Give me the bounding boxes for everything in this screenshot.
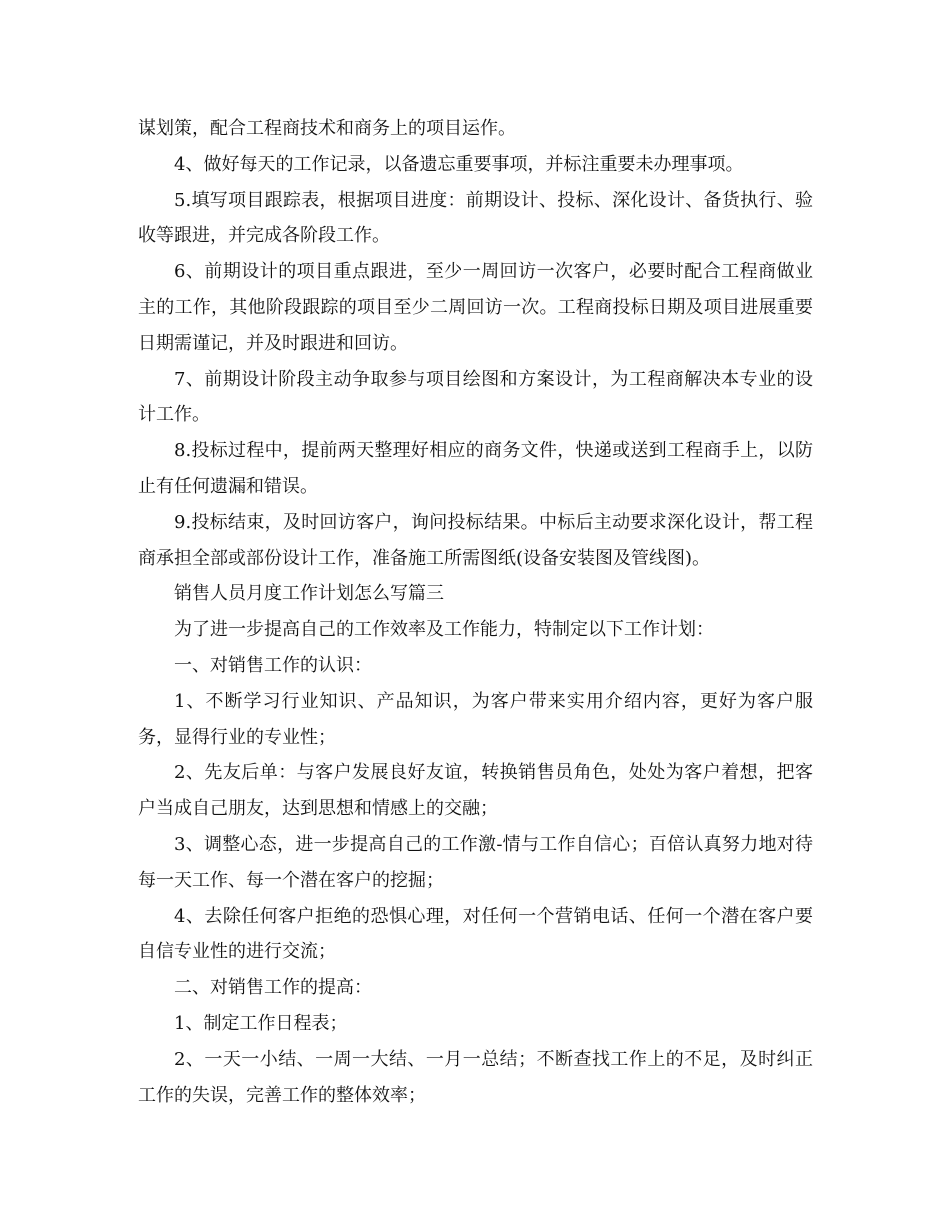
paragraph-improvement-1: 1、制定工作日程表； — [174, 1012, 348, 1034]
document-body — [138, 111, 813, 1113]
paragraph-understanding-2: 2、先友后单：与客户发展良好友谊，转换销售员角色，处处为客户着想，把客户当成自己朋友，达到思想和情感上的交融； — [138, 762, 813, 820]
paragraph-item-5: 5.填写项目跟踪表，根据项目进度：前期设计、投标、深化设计、备货执行、验收等跟进，并完成各阶段工作。 — [138, 189, 813, 247]
subheading-understanding: 一、对销售工作的认识： — [174, 654, 372, 676]
paragraph-understanding-3: 3、调整心态，进一步提高自己的工作激-情与工作自信心；百倍认真努力地对待每一天工作、每一个潜在客户的挖掘； — [138, 833, 813, 891]
subheading-improvement: 二、对销售工作的提高： — [174, 977, 372, 999]
paragraph-understanding-4: 4、去除任何客户拒绝的恐惧心理，对任何一个营销电话、任何一个潜在客户要自信专业性的进行交流； — [138, 905, 813, 963]
paragraph-understanding-1: 1、不断学习行业知识、产品知识，为客户带来实用介绍内容，更好为客户服务，显得行业的专业性； — [138, 690, 813, 748]
section-heading: 销售人员月度工作计划怎么写篇三 — [174, 583, 444, 605]
paragraph-improvement-2: 2、一天一小结、一周一大结、一月一总结；不断查找工作上的不足，及时纠正工作的失误，完善工作的整体效率； — [138, 1048, 813, 1106]
paragraph-item-6: 6、前期设计的项目重点跟进，至少一周回访一次客户，必要时配合工程商做业主的工作，其他阶段跟踪的项目至少二周回访一次。工程商投标日期及项目进展重要日期需谨记，并及时跟进和回访。 — [138, 261, 813, 354]
paragraph-item-7: 7、前期设计阶段主动争取参与项目绘图和方案设计，为工程商解决本专业的设计工作。 — [138, 368, 813, 426]
paragraph-intro: 为了进一步提高自己的工作效率及工作能力，特制定以下工作计划： — [174, 619, 714, 641]
paragraph-continuation: 谋划策，配合工程商技术和商务上的项目运作。 — [138, 118, 516, 139]
paragraph-item-9: 9.投标结束，及时回访客户，询问投标结果。中标后主动要求深化设计，帮工程商承担全部或部份设计工作，准备施工所需图纸(设备安装图及管线图)。 — [138, 511, 813, 569]
paragraph-item-8: 8.投标过程中，提前两天整理好相应的商务文件，快递或送到工程商手上，以防止有任何遗漏和错误。 — [138, 440, 813, 497]
paragraph-item-4: 4、做好每天的工作记录，以备遗忘重要事项，并标注重要未办理事项。 — [174, 153, 744, 175]
